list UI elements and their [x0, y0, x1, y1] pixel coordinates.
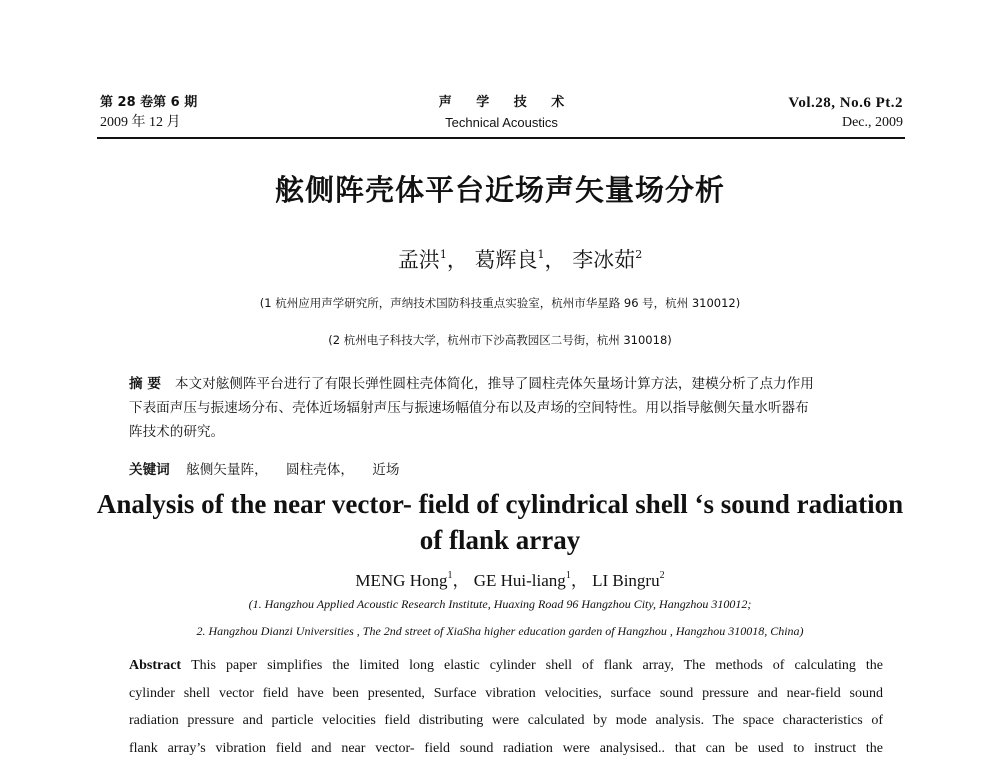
cn-keywords-label: 关键词 — [129, 462, 170, 478]
cn-keyword: 近场 — [372, 462, 399, 478]
cn-abstract-text: 本文对舷侧阵平台进行了有限长弹性圆柱壳体简化，推导了圆柱壳体矢量场计算方法，建模分析了点力作用 — [175, 376, 814, 392]
journal-header — [100, 93, 903, 133]
cn-author-2 — [475, 248, 566, 272]
cn-abstract-line: 下表面声压与振速场分布、壳体近场辐射声压与振速场幅值分布以及声场的空间特性。用以指导舷侧矢量水听器布 — [129, 396, 883, 420]
cn-title: 舷侧阵壳体平台近场声矢量场分析 — [0, 168, 1000, 209]
cn-keyword: 舷侧矢量阵， — [186, 462, 268, 478]
en-affiliation-1: (1. Hangzhou Applied Acoustic Research Institute, Huaxing Road 96 Hangzhou City, Hangzhou 310012; — [0, 597, 1000, 612]
en-author-sup: 2 — [660, 570, 665, 581]
cn-author-sup: 2 — [635, 248, 642, 261]
cn-keywords — [129, 458, 883, 478]
en-abstract — [129, 652, 883, 762]
cn-abstract — [129, 372, 883, 444]
cn-author-sep: ， — [447, 248, 468, 272]
en-author-sep: ， — [452, 571, 469, 590]
en-abstract-label: Abstract — [129, 658, 181, 673]
en-title-line-1: Analysis of the near vector- field of cylindrical shell ‘s sound radiation — [60, 486, 940, 522]
en-author-sup: 1 — [566, 570, 571, 581]
en-abstract-line: cylinder shell vector field have been presented, Surface vibration velocities, surface sound pressure and near-field sound — [129, 680, 883, 708]
cn-author-3 — [572, 248, 642, 272]
cn-authors — [0, 244, 1000, 274]
cn-author-sup: 1 — [440, 248, 447, 261]
cn-author-name: 孟洪 — [398, 248, 440, 272]
en-author-1 — [355, 571, 469, 590]
en-author-name: LI Bingru — [592, 571, 660, 590]
volume-info — [788, 93, 903, 133]
journal-name-cn: 声 学 技 术 — [100, 93, 903, 113]
cn-abstract-line — [129, 372, 883, 396]
en-author-name: MENG Hong — [355, 571, 447, 590]
en-abstract-line: radiation pressure and particle velocities field distributing were calculated by mode analysis. The space characteristics of — [129, 707, 883, 735]
en-author-2 — [474, 571, 588, 590]
journal-name-en: Technical Acoustics — [100, 113, 903, 133]
en-abstract-line: flank array’s vibration field and near vector- field sound radiation were analysised.. that can be used to instruct the — [129, 735, 883, 762]
cn-author-name: 葛辉良 — [475, 248, 538, 272]
volume-number: Vol.28, No.6 Pt.2 — [788, 93, 903, 113]
en-affiliation-2: 2. Hangzhou Dianzi Universities , The 2nd street of XiaSha higher education garden of Hangzhou , Hangzhou 310018, China) — [0, 624, 1000, 639]
cn-author-1 — [398, 248, 468, 272]
en-title-line-2: of flank array — [60, 522, 940, 558]
cn-author-sup: 1 — [538, 248, 545, 261]
header-rule — [97, 137, 905, 139]
journal-name — [100, 93, 903, 133]
cn-author-name: 李冰茹 — [572, 248, 635, 272]
cn-affiliation-1: (1 杭州应用声学研究所，声纳技术国防科技重点实验室，杭州市华星路 96 号，杭州 310012) — [0, 295, 1000, 311]
en-author-3 — [592, 571, 665, 590]
en-abstract-line — [129, 652, 883, 680]
en-authors — [0, 566, 1000, 591]
cn-author-sep: ， — [545, 248, 566, 272]
en-author-name: GE Hui-liang — [474, 571, 566, 590]
cn-keyword: 圆柱壳体， — [286, 462, 354, 478]
issue-volume: 第 28 卷第 6 期 — [100, 93, 197, 113]
cn-abstract-line: 阵技术的研究。 — [129, 420, 883, 444]
cn-abstract-label: 摘 要 — [129, 376, 161, 392]
en-title — [60, 486, 940, 558]
en-author-sup: 1 — [447, 570, 452, 581]
cn-affiliation-2: (2 杭州电子科技大学，杭州市下沙高教园区二号街，杭州 310018) — [0, 332, 1000, 348]
en-author-sep: ， — [571, 571, 588, 590]
issue-date-en: Dec., 2009 — [788, 113, 903, 133]
en-abstract-text: This paper simplifies the limited long elastic cylinder shell of flank array, The methods of calculating the — [191, 658, 883, 673]
issue-date-cn: 2009 年 12 月 — [100, 113, 197, 133]
